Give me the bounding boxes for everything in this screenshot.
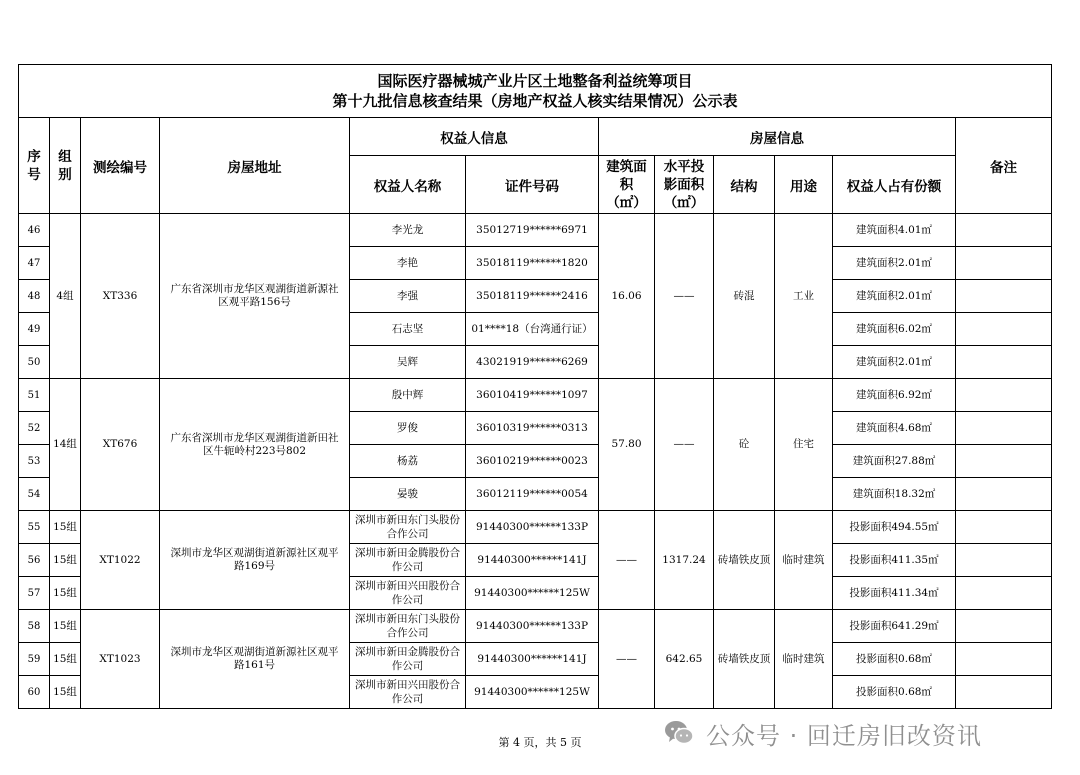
address-cell: 广东省深圳市龙华区观湖街道新田社区牛轭岭村223号802 <box>160 379 350 511</box>
remark-cell <box>956 610 1052 643</box>
structure-cell: 砖墙铁皮顶 <box>714 511 775 610</box>
owner-name-cell: 殷中辉 <box>350 379 466 412</box>
header-id-no: 证件号码 <box>466 156 599 214</box>
remark-cell <box>956 280 1052 313</box>
proj-area-cell: —— <box>655 214 714 379</box>
remark-cell <box>956 511 1052 544</box>
share-cell: 投影面积494.55㎡ <box>833 511 956 544</box>
group-cell: 15组 <box>50 577 81 610</box>
owner-name-cell: 李光龙 <box>350 214 466 247</box>
table-body <box>19 214 1052 709</box>
address-cell: 深圳市龙华区观湖街道新源社区观平路161号 <box>160 610 350 709</box>
id-no-cell: 36010319******0313 <box>466 412 599 445</box>
table-row <box>19 214 1052 247</box>
id-no-cell: 91440300******133P <box>466 610 599 643</box>
id-no-cell: 35018119******1820 <box>466 247 599 280</box>
header-owner-name: 权益人名称 <box>350 156 466 214</box>
seq-cell: 58 <box>19 610 50 643</box>
wechat-icon <box>664 719 694 747</box>
remark-cell <box>956 313 1052 346</box>
seq-cell: 60 <box>19 676 50 709</box>
seq-cell: 50 <box>19 346 50 379</box>
group-cell: 15组 <box>50 610 81 643</box>
survey-no-cell: XT336 <box>81 214 160 379</box>
owner-name-cell: 深圳市新田兴田股份合作公司 <box>350 577 466 610</box>
group-cell: 15组 <box>50 643 81 676</box>
proj-area-cell: 1317.24 <box>655 511 714 610</box>
share-cell: 建筑面积4.01㎡ <box>833 214 956 247</box>
header-structure: 结构 <box>714 156 775 214</box>
structure-cell: 砖混 <box>714 214 775 379</box>
build-area-cell: —— <box>599 610 655 709</box>
id-no-cell: 91440300******141J <box>466 643 599 676</box>
title-line-2: 第十九批信息核查结果（房地产权益人核实结果情况）公示表 <box>332 92 738 110</box>
build-area-cell: 16.06 <box>599 214 655 379</box>
header-owner-info: 权益人信息 <box>350 118 599 156</box>
share-cell: 建筑面积6.92㎡ <box>833 379 956 412</box>
share-cell: 建筑面积2.01㎡ <box>833 247 956 280</box>
owner-name-cell: 深圳市新田东门头股份合作公司 <box>350 610 466 643</box>
seq-cell: 51 <box>19 379 50 412</box>
survey-no-cell: XT676 <box>81 379 160 511</box>
header-proj-area: 水平投影面积（㎡） <box>655 156 714 214</box>
structure-cell: 砖墙铁皮顶 <box>714 610 775 709</box>
header-seq: 序号 <box>19 118 50 214</box>
id-no-cell: 35018119******2416 <box>466 280 599 313</box>
seq-cell: 53 <box>19 445 50 478</box>
remark-cell <box>956 445 1052 478</box>
address-cell: 广东省深圳市龙华区观湖街道新源社区观平路156号 <box>160 214 350 379</box>
structure-cell: 砼 <box>714 379 775 511</box>
disclosure-table <box>18 64 1052 709</box>
seq-cell: 57 <box>19 577 50 610</box>
id-no-cell: 36012119******0054 <box>466 478 599 511</box>
owner-name-cell: 石志坚 <box>350 313 466 346</box>
owner-name-cell: 罗俊 <box>350 412 466 445</box>
header-usage: 用途 <box>775 156 833 214</box>
owner-name-cell: 晏骏 <box>350 478 466 511</box>
share-cell: 建筑面积4.68㎡ <box>833 412 956 445</box>
header-share: 权益人占有份额 <box>833 156 956 214</box>
seq-cell: 52 <box>19 412 50 445</box>
remark-cell <box>956 247 1052 280</box>
header-remark: 备注 <box>956 118 1052 214</box>
share-cell: 建筑面积18.32㎡ <box>833 478 956 511</box>
usage-cell: 临时建筑 <box>775 610 833 709</box>
remark-cell <box>956 214 1052 247</box>
id-no-cell: 91440300******125W <box>466 676 599 709</box>
share-cell: 建筑面积27.88㎡ <box>833 445 956 478</box>
share-cell: 建筑面积2.01㎡ <box>833 346 956 379</box>
id-no-cell: 91440300******141J <box>466 544 599 577</box>
usage-cell: 住宅 <box>775 379 833 511</box>
table-title <box>19 65 1052 118</box>
share-cell: 投影面积0.68㎡ <box>833 643 956 676</box>
id-no-cell: 43021919******6269 <box>466 346 599 379</box>
id-no-cell: 36010219******0023 <box>466 445 599 478</box>
share-cell: 建筑面积2.01㎡ <box>833 280 956 313</box>
share-cell: 投影面积0.68㎡ <box>833 676 956 709</box>
table-row <box>19 610 1052 643</box>
seq-cell: 59 <box>19 643 50 676</box>
id-no-cell: 91440300******125W <box>466 577 599 610</box>
share-cell: 投影面积411.35㎡ <box>833 544 956 577</box>
seq-cell: 54 <box>19 478 50 511</box>
share-cell: 投影面积411.34㎡ <box>833 577 956 610</box>
owner-name-cell: 深圳市新田金腾股份合作公司 <box>350 643 466 676</box>
remark-cell <box>956 577 1052 610</box>
id-no-cell: 91440300******133P <box>466 511 599 544</box>
owner-name-cell: 吴辉 <box>350 346 466 379</box>
seq-cell: 56 <box>19 544 50 577</box>
page-footer: 第 4 页，共 5 页 <box>498 736 582 749</box>
id-no-cell: 35012719******6971 <box>466 214 599 247</box>
table-row <box>19 379 1052 412</box>
survey-no-cell: XT1023 <box>81 610 160 709</box>
watermark-text: 公众号 · 回迁房旧改资讯 <box>706 721 982 750</box>
remark-cell <box>956 643 1052 676</box>
header-build-area: 建筑面积（㎡） <box>599 156 655 214</box>
remark-cell <box>956 346 1052 379</box>
owner-name-cell: 深圳市新田金腾股份合作公司 <box>350 544 466 577</box>
share-cell: 投影面积641.29㎡ <box>833 610 956 643</box>
remark-cell <box>956 544 1052 577</box>
group-cell: 14组 <box>50 379 81 511</box>
group-cell: 15组 <box>50 676 81 709</box>
owner-name-cell: 李艳 <box>350 247 466 280</box>
usage-cell: 工业 <box>775 214 833 379</box>
build-area-cell: —— <box>599 511 655 610</box>
header-group: 组别 <box>50 118 81 214</box>
seq-cell: 46 <box>19 214 50 247</box>
owner-name-cell: 李强 <box>350 280 466 313</box>
owner-name-cell: 深圳市新田东门头股份合作公司 <box>350 511 466 544</box>
group-cell: 4组 <box>50 214 81 379</box>
remark-cell <box>956 478 1052 511</box>
table-row <box>19 511 1052 544</box>
proj-area-cell: 642.65 <box>655 610 714 709</box>
header-address: 房屋地址 <box>160 118 350 214</box>
header-survey-no: 测绘编号 <box>81 118 160 214</box>
proj-area-cell: —— <box>655 379 714 511</box>
id-no-cell: 36010419******1097 <box>466 379 599 412</box>
group-cell: 15组 <box>50 511 81 544</box>
header-house-info: 房屋信息 <box>599 118 956 156</box>
seq-cell: 48 <box>19 280 50 313</box>
remark-cell <box>956 676 1052 709</box>
share-cell: 建筑面积6.02㎡ <box>833 313 956 346</box>
seq-cell: 49 <box>19 313 50 346</box>
seq-cell: 55 <box>19 511 50 544</box>
build-area-cell: 57.80 <box>599 379 655 511</box>
group-cell: 15组 <box>50 544 81 577</box>
survey-no-cell: XT1022 <box>81 511 160 610</box>
id-no-cell: 01****18（台湾通行证） <box>466 313 599 346</box>
disclosure-sheet <box>18 64 1051 709</box>
owner-name-cell: 杨荔 <box>350 445 466 478</box>
seq-cell: 47 <box>19 247 50 280</box>
usage-cell: 临时建筑 <box>775 511 833 610</box>
watermark <box>664 715 982 751</box>
remark-cell <box>956 379 1052 412</box>
owner-name-cell: 深圳市新田兴田股份合作公司 <box>350 676 466 709</box>
title-line-1: 国际医疗器械城产业片区土地整备利益统筹项目 <box>377 72 693 90</box>
address-cell: 深圳市龙华区观湖街道新源社区观平路169号 <box>160 511 350 610</box>
remark-cell <box>956 412 1052 445</box>
